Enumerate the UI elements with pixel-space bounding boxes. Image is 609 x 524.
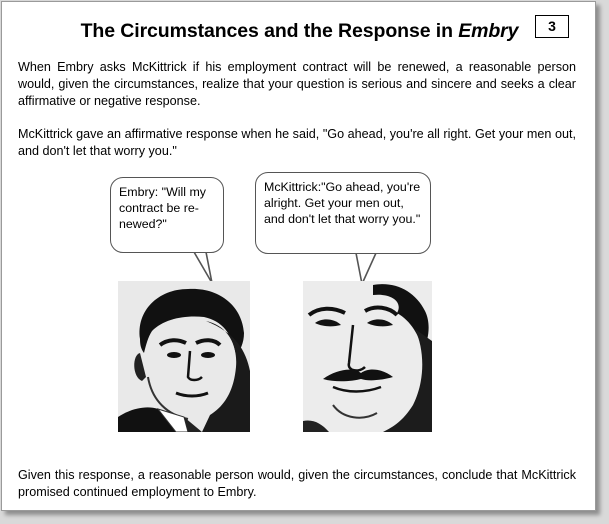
page-title (2, 20, 597, 43)
response-paragraph: McKittrick gave an affirmative response when he said, "Go ahead, you're all right. Get your men out, and don't let that worry you." (18, 127, 576, 158)
title-text: The Circumstances and the Response in (80, 20, 459, 42)
mckittrick-speech-text: McKittrick:"Go ahead, you're alright. Get your men out, and don't let that worry you." (264, 180, 421, 226)
embry-speech-bubble (110, 177, 224, 253)
mckittrick-speech-bubble (255, 172, 431, 254)
embry-portrait-image (118, 281, 250, 432)
conclusion-paragraph: Given this response, a reasonable person would, given the circumstances, conclude that McKittrick promised continued employment to Embry. (18, 468, 576, 499)
left-bubble-tail (192, 251, 222, 285)
mckittrick-portrait-image (303, 281, 432, 432)
slide-page (1, 1, 596, 511)
intro-paragraph: When Embry asks McKittrick if his employment contract will be renewed, a reasonable person would, given the circumstances, realize that your question is serious and sincere and seeks a clear affirmative or negative response. (18, 60, 576, 108)
embry-speech-text: Embry: "Will my contract be re-newed?" (119, 185, 206, 231)
page-number-box: 3 (535, 15, 569, 38)
title-emphasis: Embry (458, 20, 519, 42)
